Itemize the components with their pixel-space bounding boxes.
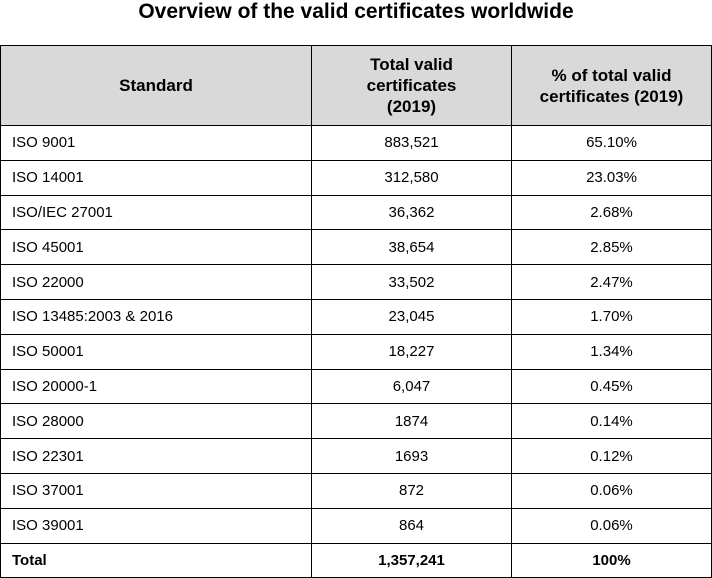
cell-standard: ISO 50001: [1, 334, 312, 369]
cell-standard: ISO 39001: [1, 508, 312, 543]
table-row: [1, 195, 712, 230]
cell-standard: ISO 28000: [1, 404, 312, 439]
table-row: [1, 369, 712, 404]
table-row: [1, 265, 712, 300]
cell-standard: ISO 22301: [1, 439, 312, 474]
cell-standard: ISO/IEC 27001: [1, 195, 312, 230]
cell-percent: 2.47%: [512, 265, 712, 300]
total-row: [1, 543, 712, 578]
cell-total: 36,362: [312, 195, 512, 230]
cell-total: 23,045: [312, 299, 512, 334]
cell-percent: 65.10%: [512, 126, 712, 161]
total-percent: 100%: [512, 543, 712, 578]
cell-total: 1874: [312, 404, 512, 439]
cell-standard: ISO 45001: [1, 230, 312, 265]
total-certificates: 1,357,241: [312, 543, 512, 578]
cell-percent: 2.68%: [512, 195, 712, 230]
total-label: Total: [1, 543, 312, 578]
cell-total: 33,502: [312, 265, 512, 300]
cell-percent: 0.12%: [512, 439, 712, 474]
table-row: [1, 160, 712, 195]
header-percent-total: [512, 46, 712, 126]
table-row: [1, 439, 712, 474]
cell-standard: ISO 37001: [1, 473, 312, 508]
table-row: [1, 126, 712, 161]
header-standard: Standard: [1, 46, 312, 126]
cell-total: 38,654: [312, 230, 512, 265]
table-row: [1, 473, 712, 508]
header-row: [1, 46, 712, 126]
cell-standard: ISO 22000: [1, 265, 312, 300]
cell-standard: ISO 13485:2003 & 2016: [1, 299, 312, 334]
cell-percent: 23.03%: [512, 160, 712, 195]
cell-percent: 1.70%: [512, 299, 712, 334]
cell-standard: ISO 14001: [1, 160, 312, 195]
cell-total: 872: [312, 473, 512, 508]
cell-percent: 0.06%: [512, 508, 712, 543]
cell-standard: ISO 20000-1: [1, 369, 312, 404]
cell-total: 883,521: [312, 126, 512, 161]
table-row: [1, 508, 712, 543]
table-row: [1, 230, 712, 265]
certificates-table-container: [0, 45, 712, 578]
header-total-valid-certificates-text: Total valid certificates (2019): [366, 55, 457, 116]
cell-percent: 0.06%: [512, 473, 712, 508]
cell-total: 6,047: [312, 369, 512, 404]
cell-percent: 0.45%: [512, 369, 712, 404]
table-row: [1, 404, 712, 439]
cell-percent: 0.14%: [512, 404, 712, 439]
table-row: [1, 299, 712, 334]
header-total-valid-certificates: [312, 46, 512, 126]
cell-percent: 2.85%: [512, 230, 712, 265]
cell-total: 864: [312, 508, 512, 543]
header-percent-total-text: % of total valid certificates (2019): [539, 65, 684, 106]
cell-total: 18,227: [312, 334, 512, 369]
table-row: [1, 334, 712, 369]
cell-percent: 1.34%: [512, 334, 712, 369]
cell-total: 1693: [312, 439, 512, 474]
table-header: [1, 46, 712, 126]
table-body: [1, 126, 712, 578]
cell-standard: ISO 9001: [1, 126, 312, 161]
page-title: Overview of the valid certificates worldwide: [138, 0, 574, 23]
cell-total: 312,580: [312, 160, 512, 195]
certificates-table: [0, 45, 712, 578]
